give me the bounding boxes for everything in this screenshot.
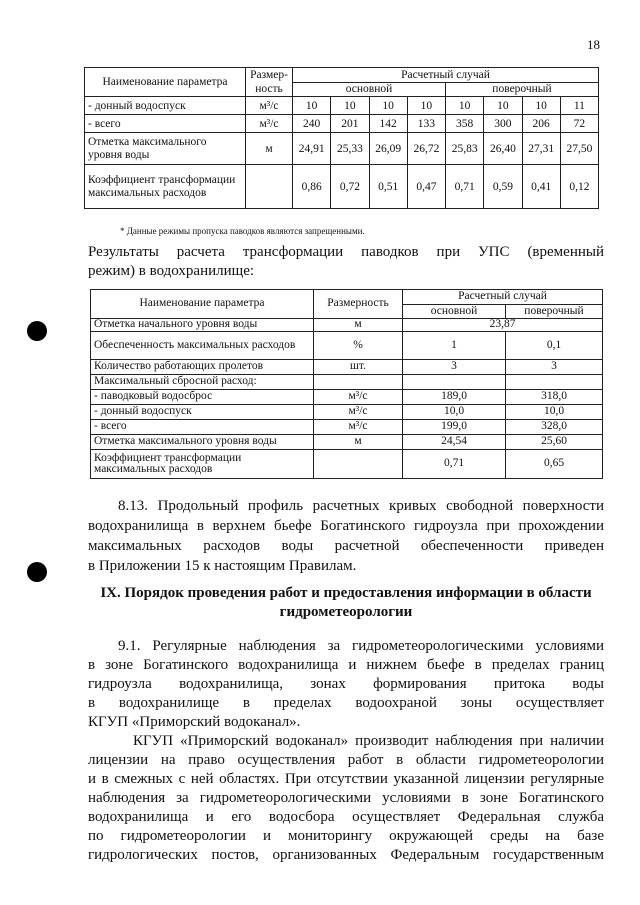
para-kgup-line: по гидрометеорологии и мониторингу окружающей среды на базе xyxy=(88,828,604,844)
t1-header-case: Расчетный случай xyxy=(293,68,599,83)
t2-empty-cell xyxy=(506,375,603,390)
t2-row-name: Отметка начального уровня воды xyxy=(91,319,314,332)
para-9-1-line: 9.1. Регулярные наблюдения за гидрометеорологическими условиями xyxy=(118,638,604,654)
t1-cell: 0,86 xyxy=(293,165,331,209)
t1-cell: 11 xyxy=(560,97,598,115)
para-8-13-line: 8.13. Продольный профиль расчетных кривых свободной поверхности xyxy=(118,498,604,514)
table-row xyxy=(91,375,603,390)
t1-header-unit xyxy=(246,68,293,97)
table-row xyxy=(85,115,599,133)
t1-cell: 72 xyxy=(560,115,598,133)
t1-cell: 10 xyxy=(331,97,369,115)
para-kgup-line: и в смежных с ней областях. При отсутствии указанной лицензии регулярные xyxy=(88,771,604,787)
t1-cell: 10 xyxy=(407,97,445,115)
t2-cell: 3 xyxy=(506,360,603,375)
para-9-1-line: гидроузла водохранилища, зонах формирования притока воды xyxy=(88,676,604,692)
section-heading: IX. Порядок проведения работ и предоставления информации в области xyxy=(100,585,592,601)
t1-cell: 26,72 xyxy=(407,133,445,165)
t2-header-case: Расчетный случай xyxy=(403,290,603,305)
t1-cell: 0,59 xyxy=(484,165,522,209)
t1-cell: 240 xyxy=(293,115,331,133)
t1-cell: 24,91 xyxy=(293,133,331,165)
para-kgup-line: наблюдения за гидрометеорологическими условиями в зоне Богатинского xyxy=(88,790,604,806)
t2-row-unit: м xyxy=(314,435,403,450)
t1-cell: 25,33 xyxy=(331,133,369,165)
t2-row-unit: шт. xyxy=(314,360,403,375)
section-heading: гидрометеорологии xyxy=(279,604,413,620)
t1-row-name: - донный водоспуск xyxy=(85,97,246,115)
t1-cell: 300 xyxy=(484,115,522,133)
t2-header-main: основной xyxy=(403,305,506,319)
para-kgup-line: КГУП «Приморский водоканал» производит наблюдения при наличии xyxy=(133,733,604,749)
t2-cell: 24,54 xyxy=(403,435,506,450)
t2-cell: 3 xyxy=(403,360,506,375)
table-row xyxy=(91,360,603,375)
t2-empty-cell xyxy=(314,375,403,390)
table-row xyxy=(91,332,603,360)
t2-cell: 23,87 xyxy=(403,319,603,332)
table-row xyxy=(91,450,603,479)
t1-header-param: Наименование параметра xyxy=(85,68,246,97)
table-row xyxy=(91,435,603,450)
t2-row-name: Количество работающих пролетов xyxy=(91,360,314,375)
t1-cell: 142 xyxy=(369,115,407,133)
t2-row-name: - паводковый водосброс xyxy=(91,390,314,405)
para-8-13-line: максимальных расходов воды расчетной обеспеченности приведен xyxy=(88,538,604,554)
t1-header-unit-2: ность xyxy=(255,83,283,95)
t1-cell: 0,47 xyxy=(407,165,445,209)
t2-row-unit: % xyxy=(314,332,403,360)
para-9-1-line: в зоне Богатинского водохранилища и нижнем бьефе в пределах границ xyxy=(88,657,604,673)
t2-cell: 318,0 xyxy=(506,390,603,405)
t2-header-param: Наименование параметра xyxy=(91,290,314,319)
t2-row-name: Отметка максимального уровня воды xyxy=(91,435,314,450)
intro-line: Результаты расчета трансформации паводков при УПС (временный xyxy=(88,244,604,260)
t1-cell: 27,31 xyxy=(522,133,560,165)
t1-cell: 26,40 xyxy=(484,133,522,165)
t1-row-name: Коэффициент трансформации максимальных расходов xyxy=(85,165,246,209)
t1-row-unit: м xyxy=(246,133,293,165)
t2-empty-cell xyxy=(314,450,403,479)
t1-cell: 10 xyxy=(446,97,484,115)
t1-cell: 0,41 xyxy=(522,165,560,209)
t2-cell: 10,0 xyxy=(403,405,506,420)
t2-cell: 199,0 xyxy=(403,420,506,435)
flood-results-table-1 xyxy=(84,67,599,209)
table-row xyxy=(91,420,603,435)
t2-cell: 0,1 xyxy=(506,332,603,360)
table-row xyxy=(85,165,599,209)
t1-cell: 10 xyxy=(369,97,407,115)
intro-line: режим) в водохранилище: xyxy=(88,263,255,279)
para-8-13-line: в Приложении 15 к настоящим Правилам. xyxy=(88,558,357,574)
t1-row-unit: м³/с xyxy=(246,115,293,133)
t2-row-unit: м³/с xyxy=(314,405,403,420)
t1-cell: 0,12 xyxy=(560,165,598,209)
table-row xyxy=(91,390,603,405)
t2-cell: 10,0 xyxy=(506,405,603,420)
t2-row-name: Обеспеченность максимальных расходов xyxy=(91,332,314,360)
t1-row-unit xyxy=(246,165,293,209)
t1-header-check: поверочный xyxy=(446,82,599,97)
t2-row-name: - всего xyxy=(91,420,314,435)
t2-header-unit: Размерность xyxy=(314,290,403,319)
table-row xyxy=(85,133,599,165)
t2-cell: 328,0 xyxy=(506,420,603,435)
t2-row-name: - донный водоспуск xyxy=(91,405,314,420)
t2-cell: 189,0 xyxy=(403,390,506,405)
footnote: * Данные режимы пропуска паводков являются запрещенными. xyxy=(120,226,365,236)
t1-cell: 0,51 xyxy=(369,165,407,209)
t1-cell: 27,50 xyxy=(560,133,598,165)
t2-cell: 0,71 xyxy=(403,450,506,479)
punch-hole xyxy=(27,562,47,582)
t1-cell: 0,71 xyxy=(446,165,484,209)
t1-cell: 133 xyxy=(407,115,445,133)
t2-row-unit: м³/с xyxy=(314,390,403,405)
t1-row-name: - всего xyxy=(85,115,246,133)
para-9-1-line: в водохранилище в пределах водоохраной зоны осуществляет xyxy=(88,695,604,711)
t1-row-unit: м³/с xyxy=(246,97,293,115)
t1-cell: 358 xyxy=(446,115,484,133)
para-kgup-line: водохранилища и его водосбора осуществляет Федеральная служба xyxy=(88,809,604,825)
t2-header-check: поверочный xyxy=(506,305,603,319)
t2-row-name: Коэффициент трансформации максимальных расходов xyxy=(91,450,314,479)
t2-cell: 25,60 xyxy=(506,435,603,450)
t1-cell: 10 xyxy=(293,97,331,115)
para-kgup-line: гидрологических постов, организованных Федеральным государственным xyxy=(88,847,604,863)
t1-cell: 201 xyxy=(331,115,369,133)
para-kgup-line: лицензии на право осуществления работ в области гидрометеорологии xyxy=(88,752,604,768)
t1-header-main: основной xyxy=(293,82,446,97)
table-row xyxy=(85,97,599,115)
t2-row-name: Максимальный сбросной расход: xyxy=(91,375,314,390)
t2-cell: 1 xyxy=(403,332,506,360)
t2-row-unit: м xyxy=(314,319,403,332)
t1-cell: 10 xyxy=(522,97,560,115)
t1-cell: 0,72 xyxy=(331,165,369,209)
t1-cell: 25,83 xyxy=(446,133,484,165)
page-number: 18 xyxy=(587,37,600,52)
para-9-1-line: КГУП «Приморский водоканал». xyxy=(88,714,301,730)
t2-row-unit: м³/с xyxy=(314,420,403,435)
t2-cell: 0,65 xyxy=(506,450,603,479)
t1-row-name: Отметка максимального уровня воды xyxy=(85,133,246,165)
t1-cell: 26,09 xyxy=(369,133,407,165)
t1-header-unit-1: Размер- xyxy=(250,69,288,81)
punch-hole xyxy=(27,321,47,341)
t2-empty-cell xyxy=(403,375,506,390)
flood-results-table-2 xyxy=(90,289,603,479)
t1-cell: 10 xyxy=(484,97,522,115)
para-8-13-line: водохранилища в верхнем бьефе Богатинского гидроузла при прохождении xyxy=(88,518,604,534)
table-row xyxy=(91,319,603,332)
t1-cell: 206 xyxy=(522,115,560,133)
table-row xyxy=(91,405,603,420)
